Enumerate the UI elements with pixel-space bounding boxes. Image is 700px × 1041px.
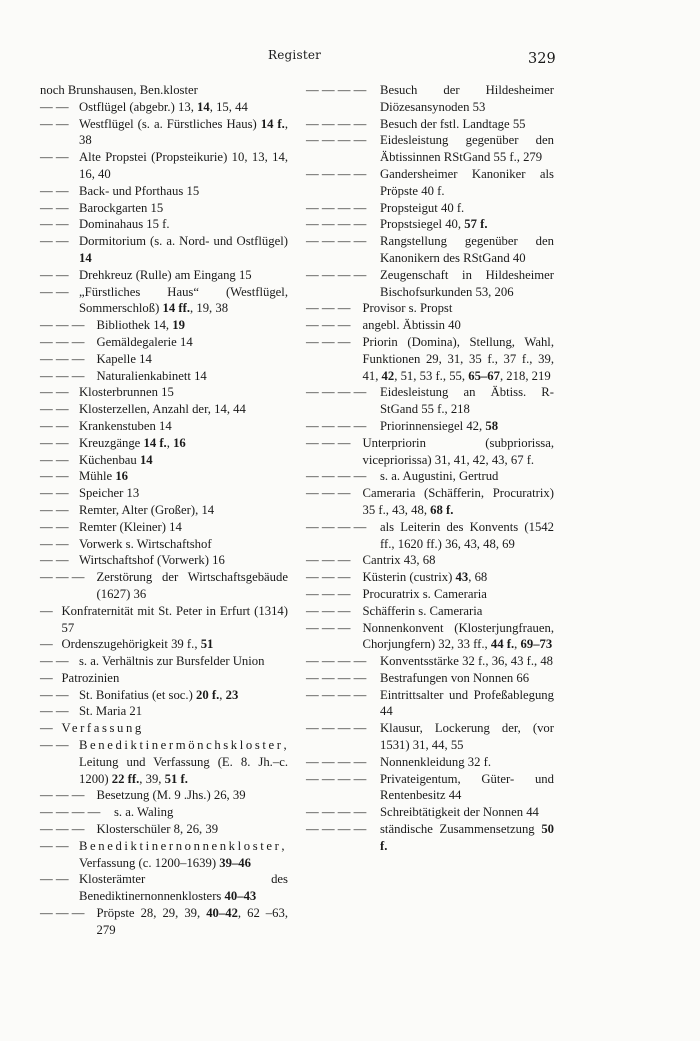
entry-text: Drehkreuz (Rulle) am Eingang 15 [79, 267, 252, 282]
index-entry [40, 821, 288, 838]
level-dashes: — — — — [306, 654, 367, 669]
level-dashes: — — — [306, 553, 351, 568]
entry-text: Wirtschaftshof (Vorwerk) 16 [79, 553, 225, 568]
entry-text: Privateigentum, Güter- und Rentenbesitz 44 [380, 771, 554, 803]
level-dashes: — [40, 670, 53, 685]
level-dashes: — — — — [306, 83, 367, 97]
index-entry [306, 569, 554, 586]
entry-text: Konventsstärke 32 f., 36, 43 f., 48 [380, 654, 554, 669]
level-dashes: — — — [40, 570, 85, 585]
level-dashes: — — [40, 452, 69, 467]
index-entry [40, 99, 288, 116]
entry-text: Propsteigut 40 f. [380, 200, 465, 215]
level-dashes: — — — [306, 301, 351, 316]
index-entry [40, 653, 288, 670]
entry-text: Pröpste 28, 29, 39, 40–42, 62 –63, 279 [96, 906, 289, 937]
level-dashes: — — — — [306, 670, 367, 685]
level-dashes: — [40, 603, 53, 618]
level-dashes: — — — — [306, 234, 367, 249]
level-dashes: — — [40, 284, 69, 299]
index-entry [306, 519, 554, 553]
entry-text: Küchenbau 14 [79, 452, 153, 467]
level-dashes: — — — — [306, 822, 367, 837]
index-entry [40, 569, 288, 603]
index-entry [40, 384, 288, 401]
index-entry [306, 116, 554, 133]
page-number: 329 [528, 51, 556, 67]
level-dashes: — — — — [306, 418, 367, 433]
index-entry [306, 468, 554, 485]
entry-text: Provisor s. Propst [362, 301, 453, 316]
entry-text: Cameraria (Schäfferin, Procuratrix) 35 f., 43, 48, 68 f. [362, 486, 554, 517]
level-dashes: — — — — [306, 771, 367, 786]
entry-text: Zeugenschaft in Hildesheimer Bischofsurkunden 53, 206 [380, 267, 554, 299]
level-dashes: — — — [306, 570, 351, 585]
entry-text: St. Bonifatius (et soc.) 20 f., 23 [79, 687, 239, 702]
entry-text: Kreuzgänge 14 f., 16 [79, 435, 186, 450]
index-entry [40, 200, 288, 217]
level-dashes: — — — — [40, 805, 101, 820]
index-entry [40, 116, 288, 150]
index-entry [306, 200, 554, 217]
level-dashes: — — [40, 687, 69, 702]
index-entry [40, 670, 288, 687]
entry-text: Benediktinernonnenkloster, Verfassung (c. 1200–1639) 39–46 [79, 838, 285, 870]
entry-text: Zerstörung der Wirtschaftsgebäude (1627) 36 [96, 570, 288, 601]
index-entry [40, 787, 288, 804]
entry-text: Bestrafungen von Nonnen 66 [380, 670, 530, 685]
entry-text: Vorwerk s. Wirtschaftshof [79, 536, 212, 551]
index-entry [306, 82, 554, 116]
index-entry [40, 149, 288, 183]
right-index-column [306, 82, 554, 855]
index-entry [40, 233, 288, 267]
level-dashes: — — [40, 418, 69, 433]
entry-text: Speicher 13 [79, 486, 140, 501]
index-entry [40, 905, 288, 939]
index-entry [306, 804, 554, 821]
entry-text: Benediktinermönchskloster, Leitung und Verfassung (E. 8. Jh.–c. 1200) 22 ff., 39, 51 f. [79, 738, 288, 786]
level-dashes: — — — [40, 334, 85, 349]
level-dashes: — — [40, 519, 69, 534]
level-dashes: — — [40, 872, 69, 887]
index-entry [40, 485, 288, 502]
level-dashes: — — [40, 385, 69, 400]
index-entry [40, 804, 288, 821]
level-dashes: — [40, 637, 53, 652]
level-dashes: — — [40, 435, 69, 450]
entry-text: Kapelle 14 [96, 351, 152, 366]
entry-text: Procuratrix s. Cameraria [362, 586, 487, 601]
index-entry [306, 620, 554, 654]
entry-text: Klosterschüler 8, 26, 39 [96, 822, 219, 837]
level-dashes: — — — — [306, 469, 367, 484]
entry-text: Alte Propstei (Propsteikurie) 10, 13, 14, 16, 40 [79, 150, 288, 181]
index-entry [40, 687, 288, 704]
level-dashes: — — [40, 200, 69, 215]
index-entry [306, 233, 554, 267]
entry-text: Naturalienkabinett 14 [96, 368, 207, 383]
entry-text: Schreibtätigkeit der Nonnen 44 [380, 805, 539, 820]
entry-text: Eidesleistung an Äbtiss. R-StGand 55 f., 218 [380, 385, 554, 417]
level-dashes: — — [40, 402, 69, 417]
level-dashes: — — — — [306, 116, 367, 131]
entry-text: Krankenstuben 14 [79, 418, 172, 433]
index-entry [306, 216, 554, 233]
entry-text: Remter (Kleiner) 14 [79, 519, 182, 534]
entry-text: Ordenszugehörigkeit 39 f., 51 [61, 637, 214, 652]
level-dashes: — — — — [306, 200, 367, 215]
entry-text: Dominahaus 15 f. [79, 217, 170, 232]
index-entry [306, 166, 554, 200]
entry-text: Klosterämter des Benediktinernonnenklosters 40–43 [79, 872, 288, 904]
left-index-column [40, 82, 288, 939]
level-dashes: — — — [40, 822, 85, 837]
level-dashes: — — [40, 116, 69, 131]
index-entry [40, 536, 288, 553]
index-entry [40, 334, 288, 351]
entry-text: Rangstellung gegenüber den Kanonikern des RStGand 40 [380, 234, 554, 265]
entry-text: s. a. Waling [114, 805, 174, 820]
index-entry [40, 468, 288, 485]
index-entry [40, 435, 288, 452]
index-entry [40, 838, 288, 872]
level-dashes: — — — [306, 318, 351, 333]
level-dashes: — — — [306, 603, 351, 618]
level-dashes: — — [40, 536, 69, 551]
level-dashes: — — [40, 704, 69, 719]
entry-text: Priorin (Domina), Stellung, Wahl, Funktionen 29, 31, 35 f., 37 f., 39, 41, 42, 51, 53 f., 55, 65–67, 218, 219 [362, 334, 554, 383]
index-entry [306, 603, 554, 620]
entry-text: ständische Zusammensetzung 50 f. [380, 822, 554, 853]
level-dashes: — — — [40, 368, 85, 383]
index-entry [306, 485, 554, 519]
entry-text: Barockgarten 15 [79, 200, 164, 215]
level-dashes: — — [40, 99, 69, 114]
entry-text: Nonnenkonvent (Klosterjungfrauen, Chorjungfern) 32, 33 ff., 44 f., 69–73 [362, 620, 554, 652]
entry-text: Besuch der fstl. Landtage 55 [380, 116, 526, 131]
index-entry [306, 384, 554, 418]
index-entry [306, 267, 554, 301]
index-entry [306, 687, 554, 721]
level-dashes: — — — [306, 486, 351, 501]
level-dashes: — — — [40, 318, 85, 333]
level-dashes: — — [40, 267, 69, 282]
index-entry [40, 452, 288, 469]
entry-text: Klosterzellen, Anzahl der, 14, 44 [79, 402, 246, 417]
index-entry [40, 418, 288, 435]
level-dashes: — — [40, 183, 69, 198]
level-dashes: — — — — [306, 166, 367, 181]
entry-text: Besuch der Hildesheimer Diözesansynoden 53 [380, 83, 554, 114]
level-dashes: — — [40, 502, 69, 517]
level-dashes: — — — — [306, 385, 367, 400]
entry-text: Eidesleistung gegenüber den Äbtissinnen RStGand 55 f., 279 [380, 133, 554, 165]
entry-text: Konfraternität mit St. Peter in Erfurt (1314) 57 [61, 603, 288, 635]
index-entry [40, 519, 288, 536]
level-dashes: — — [40, 217, 69, 232]
level-dashes: — — [40, 553, 69, 568]
level-dashes: — — — — [306, 687, 367, 702]
index-entry [306, 132, 554, 166]
entry-text: St. Maria 21 [79, 704, 143, 719]
level-dashes: — — — [40, 906, 85, 921]
level-dashes: — — [40, 486, 69, 501]
entry-text: Priorinnensiegel 42, 58 [380, 418, 499, 433]
entry-text: Besetzung (M. 9 .Jhs.) 26, 39 [96, 788, 246, 803]
index-entry [306, 821, 554, 855]
entry-text: Bibliothek 14, 19 [96, 318, 185, 333]
entry-text: Ostflügel (abgebr.) 13, 14, 15, 44 [79, 99, 248, 114]
index-entry [40, 216, 288, 233]
level-dashes: — — [40, 150, 69, 165]
level-dashes: — — — — [306, 805, 367, 820]
index-entry [40, 720, 288, 737]
index-entry [306, 435, 554, 469]
level-dashes: — — — [40, 351, 85, 366]
index-entry [40, 401, 288, 418]
index-entry [40, 703, 288, 720]
index-entry [40, 284, 288, 318]
entry-text: Dormitorium (s. a. Nord- und Ostflügel) 14 [79, 234, 288, 265]
entry-text: Patrozinien [61, 670, 120, 685]
entry-text: Schäfferin s. Cameraria [362, 603, 483, 618]
index-entry [306, 418, 554, 435]
entry-text: Mühle 16 [79, 469, 128, 484]
entry-text: Nonnenkleidung 32 f. [380, 754, 491, 769]
index-entry [40, 636, 288, 653]
level-dashes: — — — [40, 788, 85, 803]
entry-text: Eintrittsalter und Profeßablegung 44 [380, 687, 554, 719]
index-entry [40, 737, 288, 787]
index-entry [306, 586, 554, 603]
entry-text: noch Brunshausen, Ben.kloster [40, 83, 198, 97]
level-dashes: — — — — [306, 519, 367, 534]
entry-text: Westflügel (s. a. Fürstliches Haus) 14 f., 38 [79, 116, 289, 148]
entry-text: s. a. Verhältnis zur Bursfelder Union [79, 654, 265, 669]
level-dashes: — — — — [306, 267, 367, 282]
index-entry [40, 552, 288, 569]
level-dashes: — — — [306, 435, 351, 450]
running-header-title: Register [268, 48, 322, 62]
entry-text: s. a. Augustini, Gertrud [380, 469, 499, 484]
level-dashes: — — — [306, 620, 351, 635]
entry-text: Cantrix 43, 68 [362, 553, 436, 568]
entry-text: Verfassung [61, 721, 144, 736]
index-entry [306, 552, 554, 569]
entry-text: Unterpriorin (subpriorissa, vicepriorissa) 31, 41, 42, 43, 67 f. [362, 435, 554, 467]
level-dashes: — — — — [306, 754, 367, 769]
level-dashes: — [40, 721, 53, 736]
index-entry [40, 82, 288, 99]
entry-text: Gemäldegalerie 14 [96, 334, 193, 349]
index-entry [40, 368, 288, 385]
entry-text: Remter, Alter (Großer), 14 [79, 502, 215, 517]
level-dashes: — — — [306, 586, 351, 601]
level-dashes: — — — — [306, 217, 367, 232]
index-entry [40, 183, 288, 200]
index-entry [40, 871, 288, 905]
index-entry [40, 317, 288, 334]
index-entry [306, 771, 554, 805]
level-dashes: — — [40, 234, 69, 249]
index-entry [40, 351, 288, 368]
index-entry [306, 300, 554, 317]
entry-text: Klosterbrunnen 15 [79, 385, 174, 400]
entry-text: Back- und Pforthaus 15 [79, 183, 200, 198]
level-dashes: — — — — [306, 721, 367, 736]
index-entry [40, 603, 288, 637]
index-entry [306, 317, 554, 334]
index-entry [306, 334, 554, 384]
level-dashes: — — [40, 838, 69, 853]
level-dashes: — — — — [306, 133, 367, 148]
entry-text: angebl. Äbtissin 40 [362, 318, 461, 333]
entry-text: Gandersheimer Kanoniker als Pröpste 40 f. [380, 166, 554, 198]
level-dashes: — — [40, 469, 69, 484]
index-entry [306, 670, 554, 687]
entry-text: „Fürstliches Haus“ (Westflügel, Sommerschloß) 14 ff., 19, 38 [79, 284, 288, 316]
entry-text: Propstsiegel 40, 57 f. [380, 217, 488, 232]
entry-text: Klausur, Lockerung der, (vor 1531) 31, 44, 55 [380, 721, 554, 753]
level-dashes: — — [40, 738, 69, 753]
index-entry [306, 720, 554, 754]
index-entry [306, 653, 554, 670]
entry-text: als Leiterin des Konvents (1542 ff., 1620 ff.) 36, 43, 48, 69 [380, 519, 554, 551]
level-dashes: — — [40, 654, 69, 669]
index-entry [40, 267, 288, 284]
index-entry [40, 502, 288, 519]
index-entry [306, 754, 554, 771]
level-dashes: — — — [306, 334, 351, 349]
entry-text: Küsterin (custrix) 43, 68 [362, 570, 488, 585]
